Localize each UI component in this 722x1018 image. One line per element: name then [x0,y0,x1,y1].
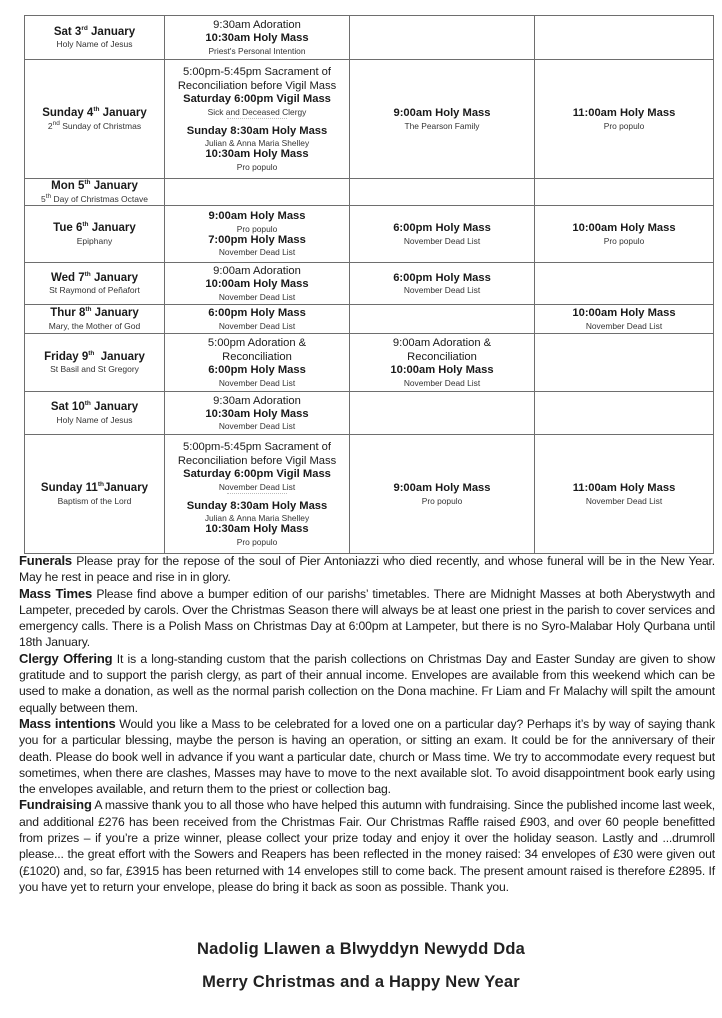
mass-schedule-table [24,15,714,554]
mass-time: 7:00pm Holy Mass [208,234,306,246]
notice-heading: Mass intentions [19,715,116,731]
schedule-cell-church-2 [350,305,535,334]
month-text: January [91,307,139,319]
day-text: Sunday 4 [42,107,94,119]
feast-label [27,39,162,49]
feast-text: Mary, the Mother of God [48,320,141,331]
mass-intention: Pro populo [603,235,645,246]
day-label [27,180,162,194]
month-text: January [99,107,147,119]
english-greeting: Merry Christmas and a Happy New Year [202,973,520,991]
feast-ordinal: th [45,192,52,200]
mass-time: 11:00am Holy Mass [572,482,676,495]
notices-section [19,553,715,895]
mass-time: 6:00pm Holy Mass [393,271,491,284]
notice-body: Please find above a bumper edition of our parishs’ timetables. There are Midnight Masses at both Aberystwyth and Lampeter, preceded by carols. Over the Christmas Season there will always be at least one priest in the parish to cover services and emergency calls. There is a Polish Mass on Christmas Day at 6:00pm at Lampeter, but there is no Syro-Malabar Holy Qurbana until 18th January. [19,586,715,650]
feast-text: Baptism of the Lord [57,495,132,506]
day-ordinal: th [85,306,92,314]
mass-time: Sunday 8:30am Holy Mass [186,124,328,137]
schedule-cell-church-2 [350,16,535,60]
feast-text: Holy Name of Jesus [56,39,133,50]
mass-intention: November Dead List [218,421,296,432]
day-label [27,351,162,365]
notice-heading: Clergy Offering [19,650,113,666]
schedule-cell-church-1 [165,392,350,435]
schedule-cell-church-2 [350,179,535,206]
notice-paragraph [19,651,715,716]
mass-time: Saturday 6:00pm Vigil Mass [183,93,331,106]
dotted-separator [227,118,287,124]
mass-time: 6:00pm Holy Mass [208,364,306,377]
schedule-cell-church-2 [350,206,535,263]
service-text: Reconciliation [407,350,477,363]
schedule-row [25,334,714,392]
mass-intention: November Dead List [218,320,296,331]
day-ordinal: th [84,270,91,278]
mass-intention: November Dead List [403,285,481,296]
notice-heading: Funerals [19,553,72,568]
mass-intention: Priest's Personal Intention [208,45,306,56]
day-cell [25,435,165,554]
day-label [27,26,162,40]
mass-time: 10:30am Holy Mass [205,407,309,420]
schedule-row [25,263,714,305]
mass-intention: November Dead List [403,235,481,246]
notice-paragraph [19,716,715,797]
mass-intention: Pro populo [421,495,463,506]
mass-intention: Julian & Anna Maria Shelley [204,138,310,149]
schedule-cell-church-1 [165,334,350,392]
schedule-cell-church-1 [165,60,350,179]
feast-text: St Raymond of Peñafort [49,285,140,296]
mass-time: Saturday 6:00pm Vigil Mass [183,468,331,481]
day-label [27,482,162,496]
service-text: 9:00am Adoration & [392,337,492,350]
service-text: 9:30am Adoration [213,19,301,32]
mass-time: 10:00am Holy Mass [572,222,676,235]
mass-intention: Pro populo [603,120,645,131]
mass-time: 10:00am Holy Mass [390,364,494,377]
mass-intention: November Dead List [218,377,296,388]
day-text: Sat 10 [50,401,85,413]
mass-intention: November Dead List [585,495,663,506]
day-text: Thur 8 [50,307,86,319]
day-cell [25,60,165,179]
notice-body: A massive thank you to all those who have helped this autumn with fundraising. Since the published income last week, and additional £276 has been received from the Christmas Fair. Our Christmas Raffle raised £903, and over 60 people benefitted from prizes – if you’re a prize winner, please collect your prize today and enjoy it over the holiday season. Lastly and ...drumroll please... the great effort with the Sowers and Reapers has been reflected in the money raised: 34 envelopes of £30 were given out (£1020) and, so far, £3915 has been returned with 14 envelopes still to come back. The present amount raised is therefore £2895. If you have yet to return your envelope, please do bring it back as soon as possible. Thank you. [19,798,715,894]
notice-heading: Mass Times [19,585,93,601]
mass-time: 10:30am Holy Mass [205,523,309,536]
mass-intention: Pro populo [236,223,278,234]
day-text: Wed 7 [50,271,85,284]
mass-time: 10:00am Holy Mass [572,307,676,320]
schedule-row [25,435,714,554]
month-text: January [90,401,139,413]
schedule-cell-church-1 [165,179,350,206]
schedule-row [25,392,714,435]
mass-time: Sunday 8:30am Holy Mass [186,499,328,512]
schedule-cell-church-3 [535,305,714,334]
service-text: 5:00pm Adoration & [207,337,307,350]
mass-time: 9:00am Holy Mass [208,210,306,223]
feast-number: 2 [47,120,53,131]
notice-body: Please pray for the repose of the soul of Pier Antoniazzi who died recently, and whose funeral will be in the New Year. May he rest in peace and rise in in glory. [19,554,715,585]
schedule-body [25,16,714,554]
service-text: Reconciliation [222,350,292,363]
notice-body: It is a long-standing custom that the parish collections on Christmas Day and Easter Sunday are given to show gratitude and to support the parish clergy, as part of their annual income. Envelopes are available from this weekend which can be used to make a donation, as well as the normal parish collection on the Dona machine. Fr Liam and Fr Malachy will spilt the amount equally between them. [19,651,716,715]
day-ordinal: th [82,221,89,229]
schedule-cell-church-1 [165,206,350,263]
feast-number: 5 [41,193,46,204]
feast-label [27,194,162,204]
schedule-cell-church-2 [350,435,535,554]
schedule-cell-church-3 [535,60,714,179]
feast-text: Sunday of Christmas [59,120,142,131]
day-ordinal: rd [81,24,88,32]
schedule-cell-church-2 [350,263,535,305]
mass-time: 6:00pm Holy Mass [208,307,306,320]
service-text: Reconciliation before Vigil Mass [177,454,337,467]
feast-label [27,496,162,506]
day-cell [25,334,165,392]
day-label [27,222,162,236]
notice-paragraph [19,553,715,586]
mass-intention: Sick and Deceased Clergy [207,106,307,117]
mass-time: 9:00am Holy Mass [393,107,491,120]
month-text: January [90,271,139,284]
service-text: 5:00pm-5:45pm Sacrament of [183,441,331,454]
schedule-cell-church-1 [165,305,350,334]
service-text: Reconciliation before Vigil Mass [177,79,337,92]
day-cell [25,263,165,305]
feast-label [27,415,162,425]
notice-heading: Fundraising [19,797,92,813]
day-ordinal: th [97,481,104,489]
mass-intention: Pro populo [236,536,278,547]
day-cell [25,305,165,334]
day-text: Sat 3 [53,25,82,38]
mass-time: 9:00am Holy Mass [393,482,491,495]
day-text: Tue 6 [53,222,83,234]
day-ordinal: th [84,400,91,408]
schedule-cell-church-1 [165,435,350,554]
day-ordinal: th [88,349,95,357]
feast-label [27,364,162,374]
feast-text: Epiphany [76,235,113,246]
mass-time: 6:00pm Holy Mass [393,222,491,235]
schedule-cell-church-3 [535,179,714,206]
day-label [27,107,162,121]
notice-paragraph [19,797,715,895]
mass-intention: November Dead List [218,481,296,492]
service-text: 9:30am Adoration [213,394,301,407]
mass-time: 11:00am Holy Mass [572,107,676,120]
day-label [27,272,162,286]
feast-label [27,121,162,131]
mass-intention: November Dead List [403,377,481,388]
schedule-cell-church-1 [165,16,350,60]
service-text: 9:00am Adoration [213,265,301,278]
day-label [27,307,162,321]
day-ordinal: th [93,106,100,114]
feast-text: St Basil and St Gregory [50,364,139,375]
feast-label [27,236,162,246]
mass-intention: November Dead List [218,291,296,302]
schedule-row [25,305,714,334]
day-ordinal: th [84,179,91,187]
schedule-row [25,60,714,179]
day-cell [25,206,165,263]
schedule-cell-church-2 [350,334,535,392]
feast-label [27,321,162,331]
mass-intention: November Dead List [585,320,663,331]
schedule-row [25,179,714,206]
schedule-row [25,16,714,60]
day-cell [25,392,165,435]
mass-intention: November Dead List [218,247,296,258]
feast-ordinal: nd [52,119,60,127]
service-text: 5:00pm-5:45pm Sacrament of [183,66,331,79]
day-cell [25,16,165,60]
schedule-cell-church-3 [535,206,714,263]
schedule-cell-church-3 [535,334,714,392]
day-text: Friday 9 [44,350,89,363]
schedule-cell-church-1 [165,263,350,305]
schedule-cell-church-3 [535,392,714,435]
schedule-row [25,206,714,263]
day-text: Mon 5 [51,180,85,192]
schedule-cell-church-3 [535,263,714,305]
welsh-greeting: Nadolig Llawen a Blwyddyn Newydd Dda [196,940,526,958]
feast-text: Day of Christmas Octave [51,193,148,204]
day-text: Sunday 11 [40,482,98,494]
mass-time: 10:30am Holy Mass [205,32,309,45]
mass-intention: The Pearson Family [404,120,480,131]
mass-time: 10:00am Holy Mass [205,278,309,291]
schedule-cell-church-3 [535,16,714,60]
month-text: January [90,180,138,192]
mass-time: 10:30am Holy Mass [205,148,309,161]
dotted-separator [227,493,287,499]
feast-text: Holy Name of Jesus [56,414,133,425]
month-text: January [87,25,136,38]
feast-label [27,285,162,295]
notice-paragraph [19,586,715,651]
notice-body: Would you like a Mass to be celebrated for a loved one on a particular day? Perhaps it’s by way of saying thank you for a particular blessing, maybe the person is having an operation, or sitting an exam. It could be for the anniversary of their death. Please do book well in advance if you want a particular date, church or Mass time. We try to accommodate every request but sometimes, when there are clashes, Masses may have to move to the next available slot. To avoid disappointment book early using the envelopes available, and return them to the priest or collection bag. [19,716,715,797]
schedule-cell-church-3 [535,435,714,554]
mass-intention: Pro populo [236,161,278,172]
month-text: January [88,222,136,234]
month-text: January [94,350,145,363]
day-cell [25,179,165,206]
schedule-cell-church-2 [350,392,535,435]
day-label [27,401,162,415]
mass-intention: Julian & Anna Maria Shelley [204,513,310,524]
month-text: January [103,482,149,494]
schedule-cell-church-2 [350,60,535,179]
